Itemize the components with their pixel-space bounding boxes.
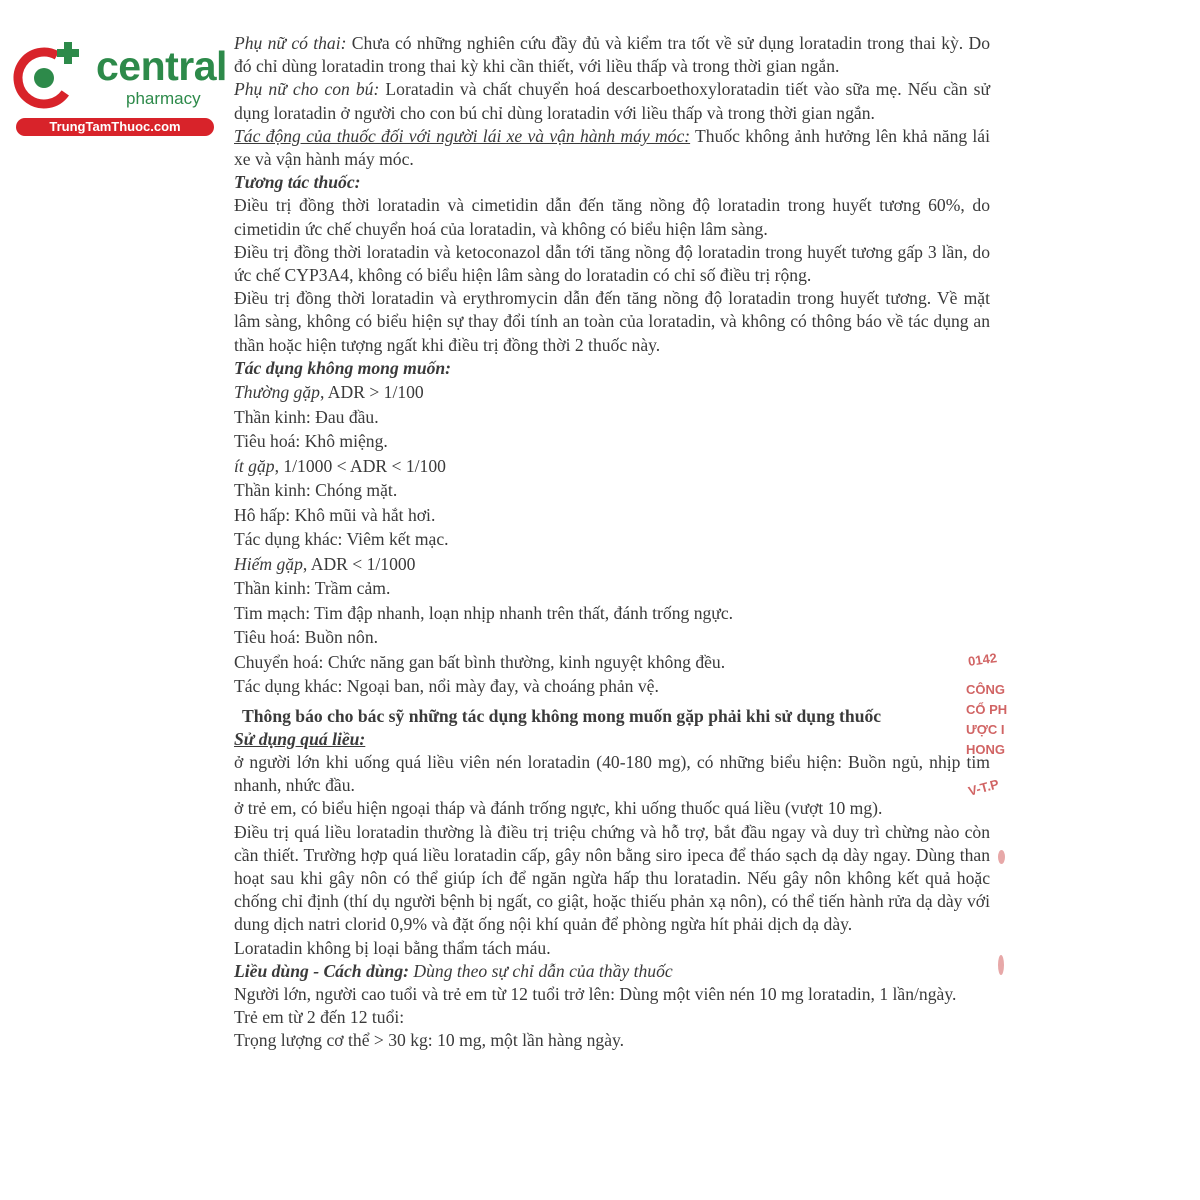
stamp-text-line: V-T.P bbox=[966, 776, 1001, 799]
breastfeeding-text: Loratadin và chất chuyển hoá descarboethoxyloratadin tiết vào sữa mẹ. Nếu cần sử dụng loratadin ở người cho con bú chỉ dùng loratadin với liều thấp và trong thời gian ngắn. bbox=[234, 79, 990, 123]
brand-logo bbox=[10, 38, 227, 138]
dosage-paragraph: Trẻ em từ 2 đến 12 tuổi: bbox=[234, 1007, 405, 1028]
uncommon-freq: , 1/1000 < ADR < 1/100 bbox=[274, 455, 446, 476]
overdose-heading: Sử dụng quá liều: bbox=[234, 728, 366, 749]
driving-text: Thuốc không ảnh hưởng lên khả năng lái xe và vận hành máy móc. bbox=[234, 125, 990, 170]
common-freq: , ADR > 1/100 bbox=[319, 382, 424, 403]
dosage-heading: Liều dùng - Cách dùng: bbox=[234, 960, 409, 981]
overdose-paragraph: Điều trị quá liều loratadin thường là điều trị triệu chứng và hỗ trợ, bắt đầu ngay và duy trì chừng nào còn cần thiết. Trường hợp quá liều loratadin cấp, gây nôn bằng siro ipeca để tháo sạch dạ dày ngay. Dùng than hoạt sau khi gây nôn có thể giúp ích để ngăn ngừa hấp thu loratadin. Nếu gây nôn không kết quả hoặc chống chỉ định (thí dụ người bệnh bị ngất, co giật, hoặc thiếu phản xạ nôn), có thể tiến hành rửa dạ dày với dung dịch natri clorid 0,9% và đặt ống nội khí quản để phòng ngừa hít phải dịch dạ dày. bbox=[234, 821, 990, 935]
overdose-paragraph: Loratadin không bị loại bằng thẩm tách máu. bbox=[234, 937, 551, 958]
leaflet-body bbox=[234, 32, 990, 1053]
overdose-paragraph: ở trẻ em, có biểu hiện ngoại tháp và đánh trống ngực, khi uống thuốc quá liều (vượt 10 mg). bbox=[234, 798, 883, 819]
breastfeeding-label: Phụ nữ cho con bú: bbox=[234, 79, 380, 100]
interaction-paragraph: Điều trị đồng thời loratadin và cimetidin dẫn đến tăng nồng độ loratadin trong huyết tương 60%, do cimetidin ức chế chuyển hoá của loratadin, và không có biểu hiện lâm sàng. bbox=[234, 195, 990, 239]
adverse-heading: Tác dụng không mong muốn: bbox=[234, 357, 452, 378]
uncommon-label: ít gặp bbox=[234, 455, 275, 476]
pregnant-label: Phụ nữ có thai: bbox=[234, 33, 347, 53]
stamp-text-line: ƯỢC I bbox=[966, 722, 1005, 737]
stamp-text-line: HONG bbox=[966, 742, 1005, 757]
interaction-paragraph: Điều trị đồng thời loratadin và erythromycin dẫn đến tăng nồng độ loratadin trong huyết tương. Về mặt lâm sàng, không có biểu hiện sự thay đổi tính an toàn của loratadin, và không có thông báo về tác dụng an thần hoặc hiện tượng ngất khi điều trị đồng thời 2 thuốc này. bbox=[234, 288, 990, 355]
rare-freq: , ADR < 1/1000 bbox=[302, 553, 416, 574]
adverse-item: Hô hấp: Khô mũi và hắt hơi. bbox=[234, 504, 436, 525]
adverse-item: Tiêu hoá: Khô miệng. bbox=[234, 431, 388, 452]
adverse-item: Tác dụng khác: Viêm kết mạc. bbox=[234, 529, 449, 550]
adverse-item: Tim mạch: Tim đập nhanh, loạn nhịp nhanh trên thất, đánh trống ngực. bbox=[234, 602, 734, 623]
interactions-heading: Tương tác thuốc: bbox=[234, 172, 361, 193]
overdose-paragraph: ở người lớn khi uống quá liều viên nén loratadin (40-180 mg), có những biểu hiện: Buồn ngủ, nhịp tim nhanh, nhức đầu. bbox=[234, 751, 990, 796]
stamp-text-line: CỔ PH bbox=[966, 702, 1008, 717]
dosage-heading-line bbox=[234, 960, 990, 983]
stamp-fragment bbox=[998, 850, 1005, 864]
logo-url-banner: TrungTamThuoc.com bbox=[16, 118, 214, 136]
dosage-subtitle: Dùng theo sự chỉ dẫn của thầy thuốc bbox=[409, 960, 673, 981]
logo-wordmark: central bbox=[96, 43, 227, 89]
rare-label: Hiếm gặp bbox=[234, 553, 303, 574]
pregnant-paragraph bbox=[234, 32, 990, 78]
adverse-item: Thần kinh: Đau đầu. bbox=[234, 406, 379, 427]
driving-paragraph bbox=[234, 125, 990, 171]
adverse-item: Tác dụng khác: Ngoại ban, nổi mày đay, và choáng phản vệ. bbox=[234, 676, 659, 697]
dosage-paragraph: Người lớn, người cao tuổi và trẻ em từ 12 tuổi trở lên: Dùng một viên nén 10 mg loratadin, 1 lần/ngày. bbox=[234, 983, 957, 1004]
adverse-rare-freq bbox=[234, 552, 990, 577]
breastfeeding-paragraph bbox=[234, 78, 990, 124]
stamp-text-line: CÔNG bbox=[966, 682, 1005, 697]
adverse-common-freq bbox=[234, 380, 990, 405]
interaction-paragraph: Điều trị đồng thời loratadin và ketoconazol dẫn tới tăng nồng độ loratadin trong huyết tương gấp 3 lần, do ức chế CYP3A4, không có biểu hiện lâm sàng do loratadin có chỉ số điều trị rộng. bbox=[234, 241, 990, 286]
adverse-item: Chuyển hoá: Chức năng gan bất bình thường, kinh nguyệt không đều. bbox=[234, 651, 726, 672]
report-notice: Thông báo cho bác sỹ những tác dụng không mong muốn gặp phải khi sử dụng thuốc bbox=[242, 705, 882, 726]
adverse-uncommon-freq bbox=[234, 454, 990, 479]
logo-subtitle: pharmacy bbox=[126, 89, 201, 108]
adverse-item: Thần kinh: Trầm cảm. bbox=[234, 578, 391, 599]
pregnant-text: Chưa có những nghiên cứu đầy đủ và kiểm tra tốt về sử dụng loratadin trong thai kỳ. Do đó chỉ dùng loratadin trong thai kỳ khi cần thiết, với liều thấp và trong thời gian ngắn. bbox=[234, 33, 990, 77]
driving-label: Tác động của thuốc đối với người lái xe và vận hành máy móc: bbox=[234, 125, 691, 146]
dosage-paragraph: Trọng lượng cơ thể > 30 kg: 10 mg, một lần hàng ngày. bbox=[234, 1030, 625, 1051]
adverse-item: Tiêu hoá: Buồn nôn. bbox=[234, 627, 379, 648]
stamp-fragment bbox=[998, 955, 1004, 975]
common-label: Thường gặp bbox=[234, 382, 320, 403]
adverse-item: Thần kinh: Chóng mặt. bbox=[234, 480, 398, 501]
central-pharmacy-logo-icon bbox=[10, 38, 90, 118]
stamp-text-line: 0142 bbox=[967, 650, 998, 669]
